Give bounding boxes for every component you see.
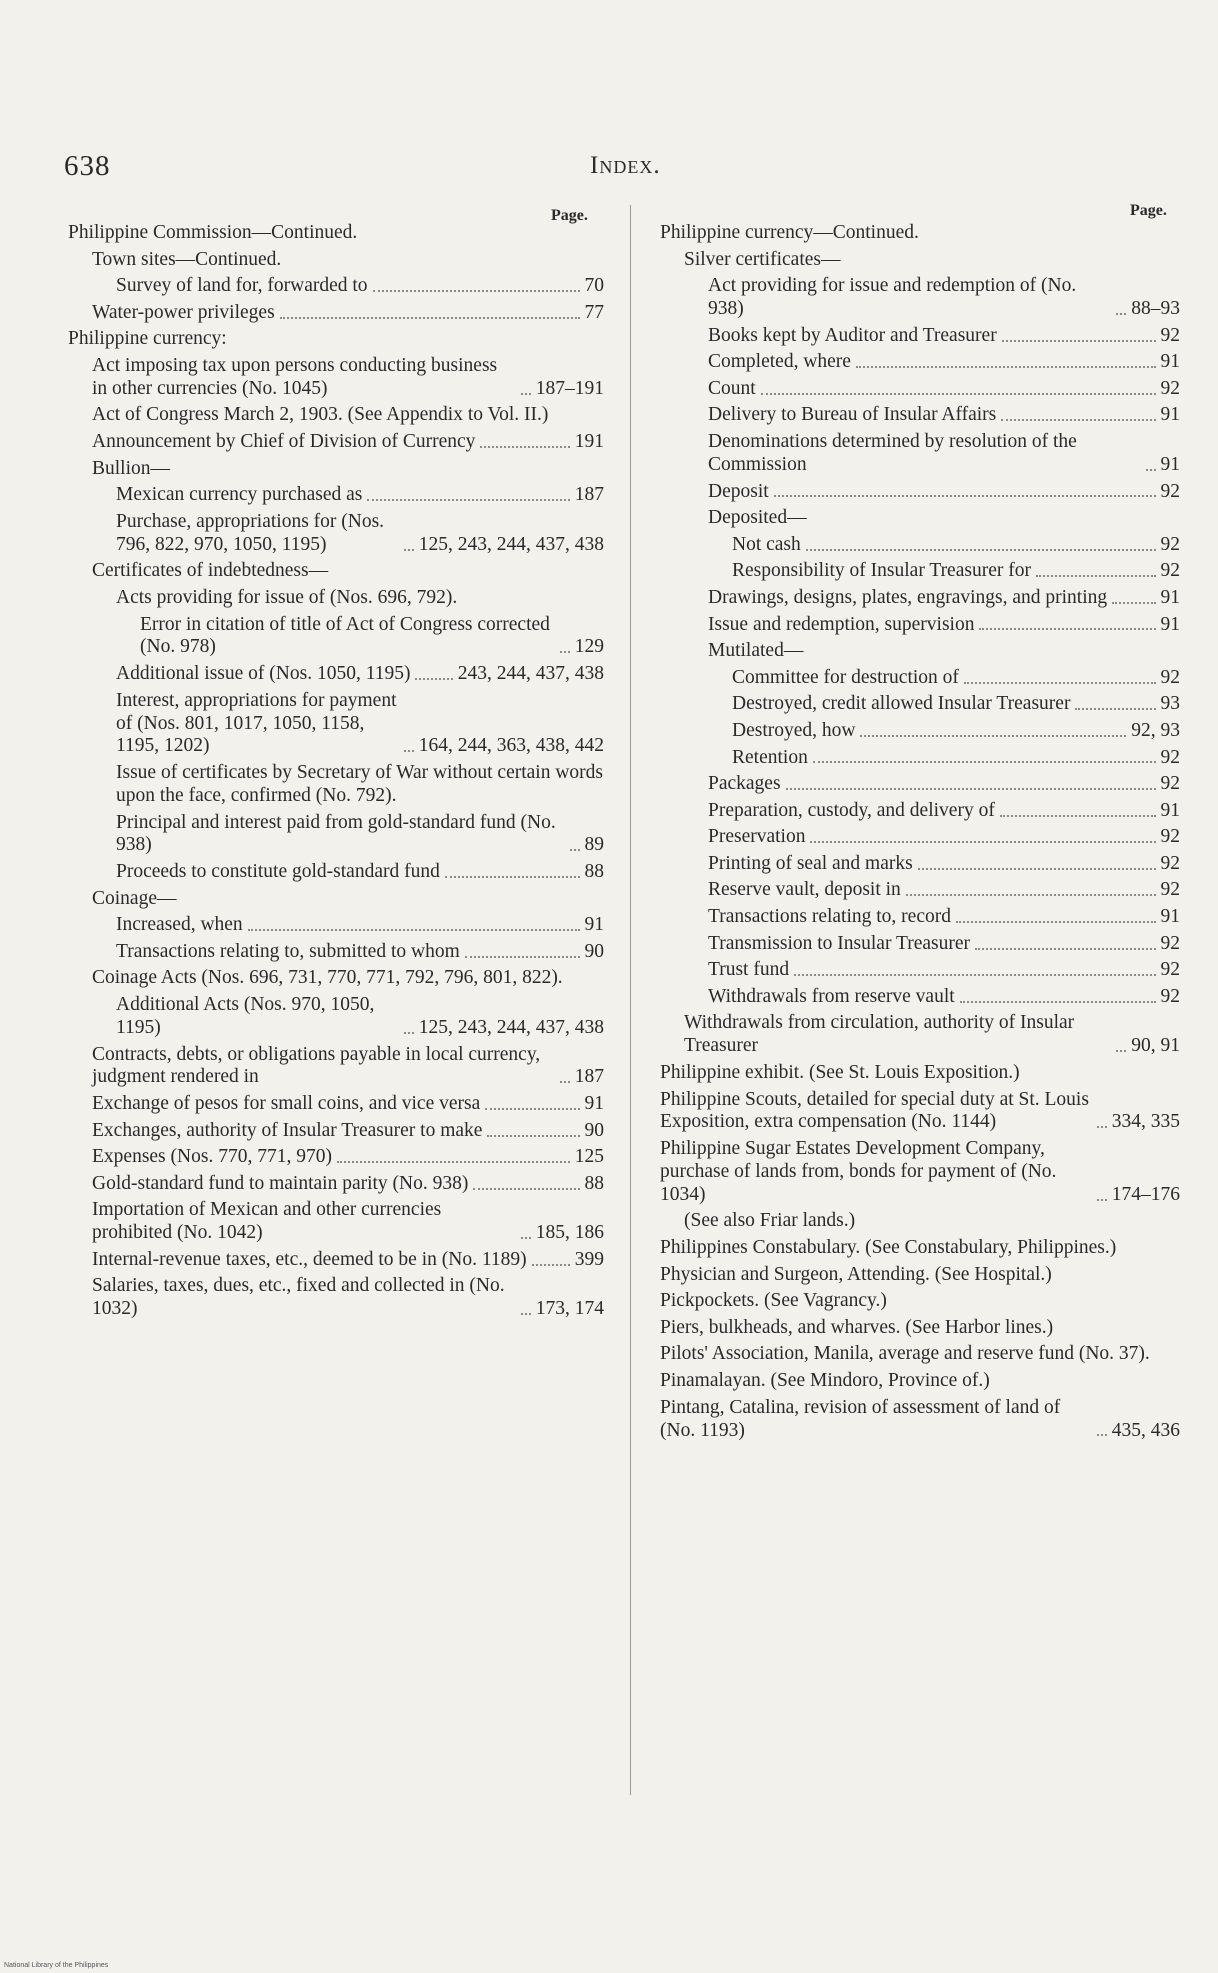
page-number: 638 [64,150,111,182]
index-entry [660,481,1180,504]
entry-text: Piers, bulkheads, and wharves. (See Harbor lines.) [660,1316,1054,1338]
entry-text: Contracts, debts, or obligations payable in local currency, judgment rendered in [92,1043,541,1088]
entry-text: Preservation [708,826,806,848]
index-entry [660,959,1180,982]
index-entry [660,1397,1180,1443]
dot-leader [774,495,1156,497]
index-entry [660,640,1180,663]
entry-text: Interest, appropriations for payment of (Nos. 801, 1017, 1050, 1158, 1195, 1202) [116,689,397,757]
dot-leader [465,956,580,958]
entry-pages: 91 [584,914,604,936]
entry-pages: 91 [1160,453,1180,475]
entry-text: Survey of land for, forwarded to [116,275,368,297]
index-entry [68,1173,604,1196]
index-entry [660,378,1180,401]
index-entry [68,302,604,325]
index-entry [660,1089,1180,1135]
entry-text: Pinamalayan. (See Mindoro, Province of.) [660,1370,990,1391]
dot-leader [1097,1126,1107,1128]
entry-text: Pilots' Association, Manila, average and reserve fund (No. 37). [660,1343,1150,1365]
entry-text: Committee for destruction of [732,666,959,688]
index-entry [68,222,604,245]
entry-text: Internal-revenue taxes, etc., deemed to be in (No. 1189) [92,1248,527,1270]
entry-text: Philippine currency: [68,328,227,350]
dot-leader [856,366,1156,368]
dot-leader [1000,815,1156,817]
entry-text: Salaries, taxes, dues, etc., fixed and collected in (No. 1032) [92,1275,505,1320]
entry-pages: 91 [1160,906,1180,928]
entry-pages: 90 [584,940,604,962]
dot-leader [1075,708,1155,710]
entry-text: Transactions relating to, record [708,906,951,928]
dot-leader [560,1081,570,1083]
left-index-column [68,222,604,1325]
index-entry [68,762,604,808]
entry-pages: 93 [1160,693,1180,715]
entry-pages: 92 [1160,533,1180,555]
index-entry [660,1317,1180,1340]
dot-leader [956,921,1156,923]
entry-pages: 92 [1160,746,1180,768]
entry-pages: 173, 174 [535,1298,604,1320]
entry-text: Philippine exhibit. (See St. Louis Exposition.) [660,1061,1020,1083]
entry-text: Expenses (Nos. 770, 771, 970) [92,1146,332,1168]
index-entry [660,1237,1180,1260]
dot-leader [964,682,1156,684]
entry-text: Announcement by Chief of Division of Currency [92,431,476,453]
entry-pages: 185, 186 [535,1222,604,1244]
entry-text: Silver certificates— [684,248,841,270]
dot-leader [794,974,1155,976]
entry-text: Trust fund [708,959,790,981]
entry-pages: 90 [584,1119,604,1141]
index-entry [660,351,1180,374]
index-entry [660,275,1180,321]
index-entry [660,1138,1180,1207]
dot-leader [860,735,1126,737]
entry-text: Acts providing for issue of (Nos. 696, 792). [116,586,458,608]
dot-leader [248,929,580,931]
entry-text: Error in citation of title of Act of Congress corrected (No. 978) [140,613,550,658]
entry-text: Water-power privileges [92,301,275,323]
entry-text: Additional issue of (Nos. 1050, 1195) [116,663,411,685]
entry-pages: 243, 244, 437, 438 [457,663,604,685]
entry-text: Completed, where [708,351,851,373]
entry-pages: 92 [1160,985,1180,1007]
index-entry [660,800,1180,823]
entry-pages: 164, 244, 363, 438, 442 [418,735,604,757]
entry-pages: 91 [1160,613,1180,635]
entry-text: (See also Friar lands.) [684,1210,856,1232]
index-entry [660,1290,1180,1313]
entry-text: Destroyed, credit allowed Insular Treasurer [732,693,1071,715]
entry-text: Town sites—Continued. [92,248,282,270]
index-entry [660,906,1180,929]
entry-text: Printing of seal and marks [708,852,913,874]
dot-leader [521,393,531,395]
index-entry [660,249,1180,272]
index-entry [68,861,604,884]
dot-leader [445,876,580,878]
dot-leader [1116,313,1126,315]
entry-text: Destroyed, how [732,719,856,741]
entry-text: Mexican currency purchased as [116,484,363,506]
index-entry [660,560,1180,583]
index-entry [660,826,1180,849]
entry-text: Exchange of pesos for small coins, and vice versa [92,1093,481,1114]
dot-leader [1097,1434,1107,1436]
entry-text: Deposited— [708,507,807,529]
index-entry [68,1199,604,1245]
entry-text: Bullion— [92,457,171,479]
index-entry [68,812,604,858]
entry-pages: 88 [584,1172,604,1194]
dot-leader [485,1108,579,1110]
index-entry [660,587,1180,610]
index-entry [660,773,1180,796]
dot-leader [473,1188,579,1190]
index-entry [660,1264,1180,1287]
right-page-label: Page. [1130,202,1167,219]
dot-leader [1112,602,1155,604]
index-entry [68,511,604,557]
index-entry [660,853,1180,876]
entry-pages: 92 [1160,560,1180,582]
entry-pages: 125 [574,1146,604,1168]
dot-leader [532,1264,570,1266]
entry-pages: 91 [1160,351,1180,373]
entry-text: Mutilated— [708,640,804,662]
entry-pages: 92 [1160,666,1180,688]
entry-text: Gold-standard fund to maintain parity (No. 938) [92,1172,469,1194]
entry-pages: 70 [584,275,604,297]
index-entry [68,404,604,427]
entry-text: Denominations determined by resolution of the Commission [708,431,1077,475]
entry-text: Delivery to Bureau of Insular Affairs [708,404,997,426]
entry-pages: 91 [1160,586,1180,608]
entry-text: Withdrawals from circulation, authority of Insular Treasurer [684,1012,1075,1057]
dot-leader [560,651,570,653]
index-entry [660,534,1180,557]
dot-leader [1116,1050,1126,1052]
index-entry [660,222,1180,245]
dot-leader [337,1161,570,1163]
dot-leader [813,761,1156,763]
entry-text: Issue of certificates by Secretary of War without certain words upon the face, confirmed (No. 792). [116,762,604,806]
dot-leader [975,948,1156,950]
entry-pages: 91 [1160,799,1180,821]
entry-text: Books kept by Auditor and Treasurer [708,324,997,346]
index-entry [68,484,604,507]
dot-leader [1036,575,1156,577]
entry-pages: 92 [1160,773,1180,795]
entry-text: Count [708,377,756,399]
entry-pages: 89 [584,834,604,856]
entry-pages: 92 [1160,932,1180,954]
index-entry [660,693,1180,716]
entry-pages: 91 [1160,404,1180,426]
index-entry [68,1146,604,1169]
entry-pages: 90, 91 [1131,1035,1180,1057]
dot-leader [918,868,1156,870]
entry-pages: 92 [1160,377,1180,399]
entry-text: Philippines Constabulary. (See Constabulary, Philippines.) [660,1237,1117,1259]
entry-text: Reserve vault, deposit in [708,879,901,901]
index-entry [68,431,604,454]
index-entry [68,328,604,351]
entry-text: Act of Congress March 2, 1903. (See Appendix to Vol. II.) [92,404,549,426]
dot-leader [487,1135,579,1137]
dot-leader [906,894,1156,896]
index-entry [68,914,604,937]
entry-pages: 187 [574,484,604,506]
entry-pages: 88–93 [1131,298,1180,320]
entry-pages: 92 [1160,826,1180,848]
entry-text: Transactions relating to, submitted to whom [116,940,460,962]
entry-text: Philippine Sugar Estates Development Company, purchase of lands from, bonds for payment of (No. 1034) [660,1138,1057,1205]
entry-text: Pintang, Catalina, revision of assessment of land of (No. 1193) [660,1396,1061,1441]
entry-text: Preparation, custody, and delivery of [708,799,995,821]
index-entry [660,747,1180,770]
entry-pages: 187–191 [535,377,604,399]
entry-text: Retention [732,746,808,768]
index-entry [68,614,604,660]
entry-text: Importation of Mexican and other currencies prohibited (No. 1042) [92,1199,442,1244]
dot-leader [786,788,1156,790]
dot-leader [1001,419,1155,421]
entry-text: Transmission to Insular Treasurer [708,932,970,954]
index-entry [68,1093,604,1116]
index-entry [660,667,1180,690]
index-entry [660,1370,1180,1393]
index-entry [68,888,604,911]
entry-pages: 92 [1160,480,1180,502]
dot-leader [1002,340,1156,342]
entry-pages: 92 [1160,324,1180,346]
entry-text: Not cash [732,533,801,555]
dot-leader [373,290,580,292]
index-entry [68,1249,604,1272]
entry-text: Certificates of indebtedness— [92,560,329,582]
dot-leader [806,549,1156,551]
entry-text: Philippine Commission—Continued. [68,222,358,243]
entry-text: Withdrawals from reserve vault [708,985,955,1007]
index-entry [660,933,1180,956]
entry-pages: 129 [574,636,604,658]
index-entry [68,1044,604,1090]
entry-text: Act providing for issue and redemption of (No. 938) [708,275,1077,320]
footer-credit: National Library of the Philippines [4,1962,109,1969]
index-entry [660,1210,1180,1233]
index-entry [68,690,604,759]
index-entry [660,431,1180,477]
entry-text: Exchanges, authority of Insular Treasurer to make [92,1119,483,1141]
entry-text: Deposit [708,480,769,502]
index-entry [660,325,1180,348]
index-entry [660,1012,1180,1058]
index-entry [660,720,1180,743]
dot-leader [521,1313,531,1315]
dot-leader [367,499,569,501]
index-entry [68,560,604,583]
dot-leader [979,628,1155,630]
dot-leader [415,678,452,680]
entry-text: Philippine currency—Continued. [660,222,919,243]
page-title: Index. [590,152,661,179]
dot-leader [521,1237,531,1239]
entry-pages: 435, 436 [1111,1419,1180,1441]
entry-text: Physician and Surgeon, Attending. (See Hospital.) [660,1263,1052,1285]
entry-text: Issue and redemption, supervision [708,613,975,635]
entry-text: Additional Acts (Nos. 970, 1050, 1195) [116,994,375,1038]
entry-pages: 334, 335 [1111,1111,1180,1133]
entry-text: Principal and interest paid from gold-standard fund (No. 938) [116,811,556,856]
index-entry [68,1275,604,1321]
index-entry [68,994,604,1040]
dot-leader [960,1001,1156,1003]
index-entry [68,663,604,686]
entry-text: Responsibility of Insular Treasurer for [732,560,1031,582]
entry-text: Pickpockets. (See Vagrancy.) [660,1290,887,1312]
entry-pages: 174–176 [1111,1183,1180,1205]
index-entry [68,249,604,272]
index-entry [68,458,604,481]
index-entry [660,879,1180,902]
entry-text: Philippine Scouts, detailed for special duty at St. Louis Exposition, extra compensation (No. 1144) [660,1088,1089,1133]
entry-text: Coinage Acts (Nos. 696, 731, 770, 771, 792, 796, 801, 822). [92,967,563,989]
right-index-column [660,222,1180,1446]
entry-pages: 92, 93 [1131,719,1180,741]
dot-leader [810,841,1155,843]
dot-leader [404,750,414,752]
index-entry [660,1343,1180,1366]
dot-leader [761,393,1156,395]
index-entry [68,941,604,964]
index-entry [68,275,604,298]
entry-pages: 91 [584,1093,604,1114]
dot-leader [1097,1199,1107,1201]
index-entry [660,986,1180,1009]
dot-leader [404,549,414,551]
index-entry [660,404,1180,427]
entry-text: Act imposing tax upon persons conducting business in other currencies (No. 1045) [92,354,498,399]
entry-text: Increased, when [116,914,243,936]
entry-pages: 191 [574,431,604,453]
entry-pages: 399 [574,1248,604,1270]
index-entry [660,507,1180,530]
index-entry [68,355,604,401]
entry-pages: 88 [584,861,604,883]
entry-pages: 125, 243, 244, 437, 438 [418,1016,604,1038]
entry-pages: 77 [584,301,604,323]
dot-leader [280,317,580,319]
index-entry [68,967,604,990]
entry-text: Drawings, designs, plates, engravings, and printing [708,586,1108,608]
entry-pages: 92 [1160,879,1180,901]
entry-pages: 125, 243, 244, 437, 438 [418,533,604,555]
dot-leader [1146,469,1156,471]
index-entry [660,1062,1180,1085]
entry-pages: 92 [1160,959,1180,981]
entry-text: Purchase, appropriations for (Nos. 796, 822, 970, 1050, 1195) [116,510,385,555]
entry-text: Packages [708,773,781,795]
dot-leader [480,446,569,448]
entry-text: Proceeds to constitute gold-standard fund [116,861,440,883]
entry-text: Coinage— [92,887,177,909]
entry-pages: 92 [1160,852,1180,874]
column-divider [630,205,631,1795]
left-page-label: Page. [551,207,588,224]
entry-pages: 187 [574,1066,604,1088]
index-entry [68,587,604,610]
index-entry [660,614,1180,637]
dot-leader [570,849,580,851]
dot-leader [404,1032,414,1034]
index-entry [68,1120,604,1143]
